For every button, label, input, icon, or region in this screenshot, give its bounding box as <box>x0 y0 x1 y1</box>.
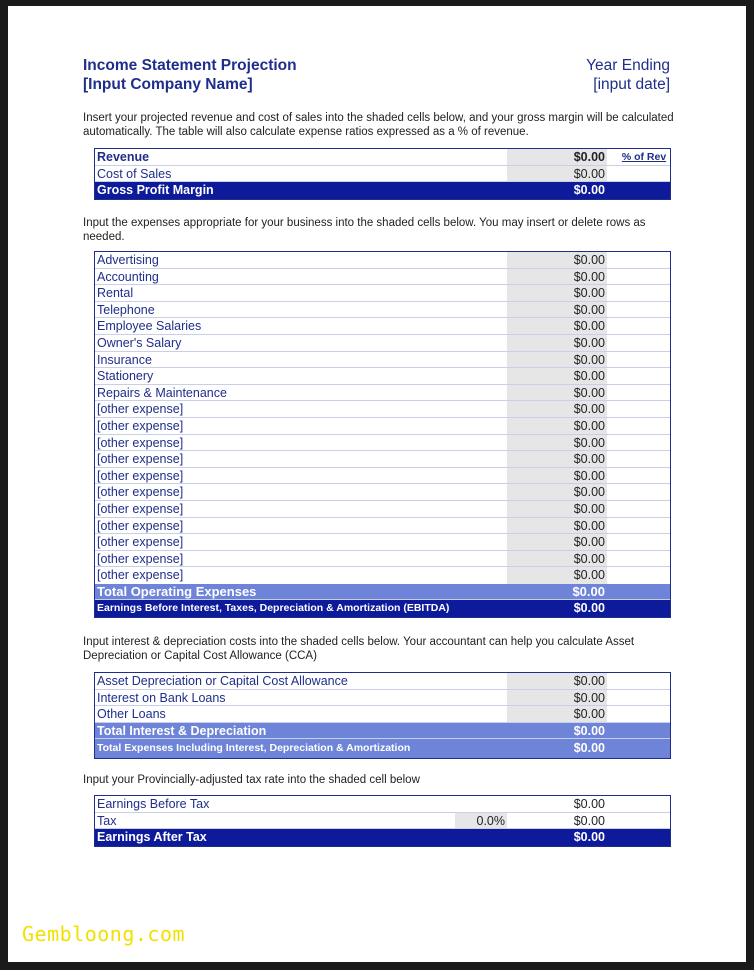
ebitda-row <box>95 600 670 617</box>
row-label: Asset Depreciation or Capital Cost Allowance <box>97 674 348 688</box>
asset-depreciation-value[interactable]: $0.00 <box>573 674 605 688</box>
expense-value[interactable]: $0.00 <box>573 385 605 400</box>
tax-note: Input your Provincially-adjusted tax rate into the shaded cell below <box>83 774 420 786</box>
expense-value[interactable]: $0.00 <box>573 352 605 367</box>
expense-label: Employee Salaries <box>97 319 202 334</box>
expense-row <box>95 318 670 335</box>
row-label: Tax <box>97 813 117 828</box>
expense-label: [other expense] <box>97 551 184 566</box>
other-loans-value[interactable]: $0.00 <box>573 707 605 722</box>
expense-label: [other expense] <box>97 535 184 550</box>
interest-note: Input interest & depreciation costs into the shaded cells below. Your accountant can help you calculate Asset Depreciation or Capital Cost Allowance (CCA) <box>83 636 635 662</box>
expense-label: Rental <box>97 286 134 301</box>
expense-row <box>95 451 670 468</box>
expense-row <box>95 285 670 302</box>
expense-value[interactable]: $0.00 <box>573 501 605 516</box>
row-label: Total Operating Expenses <box>97 583 257 599</box>
expense-label: Insurance <box>97 352 152 367</box>
ebitda-value: $0.00 <box>573 601 605 616</box>
expense-label: [other expense] <box>97 418 184 433</box>
expenses-note: Input the expenses appropriate for your business into the shaded cells below. You may insert or delete rows as needed. <box>83 217 646 243</box>
row-label: Other Loans <box>97 707 166 722</box>
revenue-table <box>94 148 671 200</box>
expense-row <box>95 385 670 402</box>
expense-value[interactable]: $0.00 <box>573 535 605 550</box>
gross-profit-row <box>95 182 670 199</box>
expense-label: [other expense] <box>97 435 184 450</box>
row-label: Interest on Bank Loans <box>97 690 226 705</box>
year-label: Year Ending <box>586 57 670 74</box>
title-block <box>83 56 297 94</box>
gross-profit-value: $0.00 <box>573 183 605 198</box>
expense-row <box>95 302 670 319</box>
expense-label: Accounting <box>97 269 159 284</box>
expense-value[interactable]: $0.00 <box>573 302 605 317</box>
total-operating-expenses-value: $0.00 <box>572 583 605 599</box>
row-label: Gross Profit Margin <box>97 183 214 198</box>
expense-row <box>95 551 670 568</box>
tax-table <box>94 795 671 847</box>
total-expenses-value: $0.00 <box>573 741 605 756</box>
expense-label: [other expense] <box>97 468 184 483</box>
pct-of-rev-header: % of Rev <box>621 151 667 163</box>
expense-label: [other expense] <box>97 485 184 500</box>
expense-row <box>95 368 670 385</box>
cost-of-sales-row <box>95 166 670 183</box>
expense-value[interactable]: $0.00 <box>573 286 605 301</box>
expense-value[interactable]: $0.00 <box>573 269 605 284</box>
expense-value[interactable]: $0.00 <box>573 452 605 467</box>
total-interest-depreciation-row <box>95 723 670 740</box>
earnings-after-tax-row <box>95 829 670 846</box>
expense-row <box>95 252 670 269</box>
expense-value[interactable]: $0.00 <box>573 435 605 450</box>
watermark-text: Gembloong.com <box>22 922 186 946</box>
expenses-table <box>94 251 671 618</box>
expense-row <box>95 418 670 435</box>
document-page <box>8 6 746 962</box>
expense-label: [other expense] <box>97 402 184 417</box>
expense-value[interactable]: $0.00 <box>573 418 605 433</box>
year-date: [input date] <box>593 76 670 93</box>
row-label: Cost of Sales <box>97 166 172 181</box>
tax-row <box>95 813 670 830</box>
expense-label: [other expense] <box>97 452 184 467</box>
intro-note: Insert your projected revenue and cost of sales into the shaded cells below, and your gross margin will be calculated automatically. The table will also calculate expense ratios expressed as a % of revenue. <box>83 112 674 138</box>
year-block <box>586 56 670 94</box>
expense-row <box>95 352 670 369</box>
expense-value[interactable]: $0.00 <box>573 369 605 384</box>
expense-row <box>95 435 670 452</box>
expense-value[interactable]: $0.00 <box>573 568 605 583</box>
expense-label: Repairs & Maintenance <box>97 385 227 400</box>
expense-value[interactable]: $0.00 <box>573 551 605 566</box>
total-interest-depreciation-value: $0.00 <box>573 723 605 738</box>
interest-table <box>94 672 671 759</box>
total-expenses-row <box>95 739 670 758</box>
interest-bank-loans-value[interactable]: $0.00 <box>573 690 605 705</box>
expense-value[interactable]: $0.00 <box>573 319 605 334</box>
expense-value[interactable]: $0.00 <box>573 485 605 500</box>
company-name: [Input Company Name] <box>83 76 253 93</box>
expense-label: [other expense] <box>97 501 184 516</box>
expense-value[interactable]: $0.00 <box>573 468 605 483</box>
earnings-before-tax-value: $0.00 <box>573 797 605 811</box>
total-operating-expenses-row <box>95 584 670 601</box>
page-title: Income Statement Projection <box>83 57 297 74</box>
earnings-after-tax-value: $0.00 <box>573 830 605 845</box>
expense-label: Advertising <box>97 253 159 267</box>
expense-row <box>95 567 670 584</box>
expense-label: Stationery <box>97 369 154 384</box>
expense-value[interactable]: $0.00 <box>573 335 605 350</box>
tax-value: $0.00 <box>573 813 605 828</box>
expense-row <box>95 484 670 501</box>
row-label: Earnings Before Interest, Taxes, Depreciation & Amortization (EBITDA) <box>97 602 450 615</box>
cost-of-sales-value[interactable]: $0.00 <box>573 166 605 181</box>
revenue-value[interactable]: $0.00 <box>573 150 605 164</box>
row-label: Earnings After Tax <box>97 830 207 845</box>
tax-rate-input[interactable]: 0.0% <box>476 813 505 828</box>
asset-depreciation-row <box>95 673 670 690</box>
revenue-row <box>95 149 670 166</box>
expense-label: Telephone <box>97 302 155 317</box>
row-label: Earnings Before Tax <box>97 797 210 811</box>
row-label: Revenue <box>97 150 150 164</box>
expense-row <box>95 534 670 551</box>
expense-label: [other expense] <box>97 568 184 583</box>
expense-label: [other expense] <box>97 518 184 533</box>
expense-row <box>95 401 670 418</box>
expense-row <box>95 501 670 518</box>
expense-row <box>95 468 670 485</box>
row-label: Total Interest & Depreciation <box>97 723 267 738</box>
expense-row <box>95 518 670 535</box>
expense-value[interactable]: $0.00 <box>573 253 605 267</box>
expense-value[interactable]: $0.00 <box>573 518 605 533</box>
other-loans-row <box>95 706 670 723</box>
expense-value[interactable]: $0.00 <box>573 402 605 417</box>
row-label: Total Expenses Including Interest, Depreciation & Amortization <box>97 742 411 755</box>
earnings-before-tax-row <box>95 796 670 813</box>
expense-row <box>95 335 670 352</box>
expense-row <box>95 269 670 286</box>
interest-bank-loans-row <box>95 690 670 707</box>
expense-label: Owner's Salary <box>97 335 182 350</box>
